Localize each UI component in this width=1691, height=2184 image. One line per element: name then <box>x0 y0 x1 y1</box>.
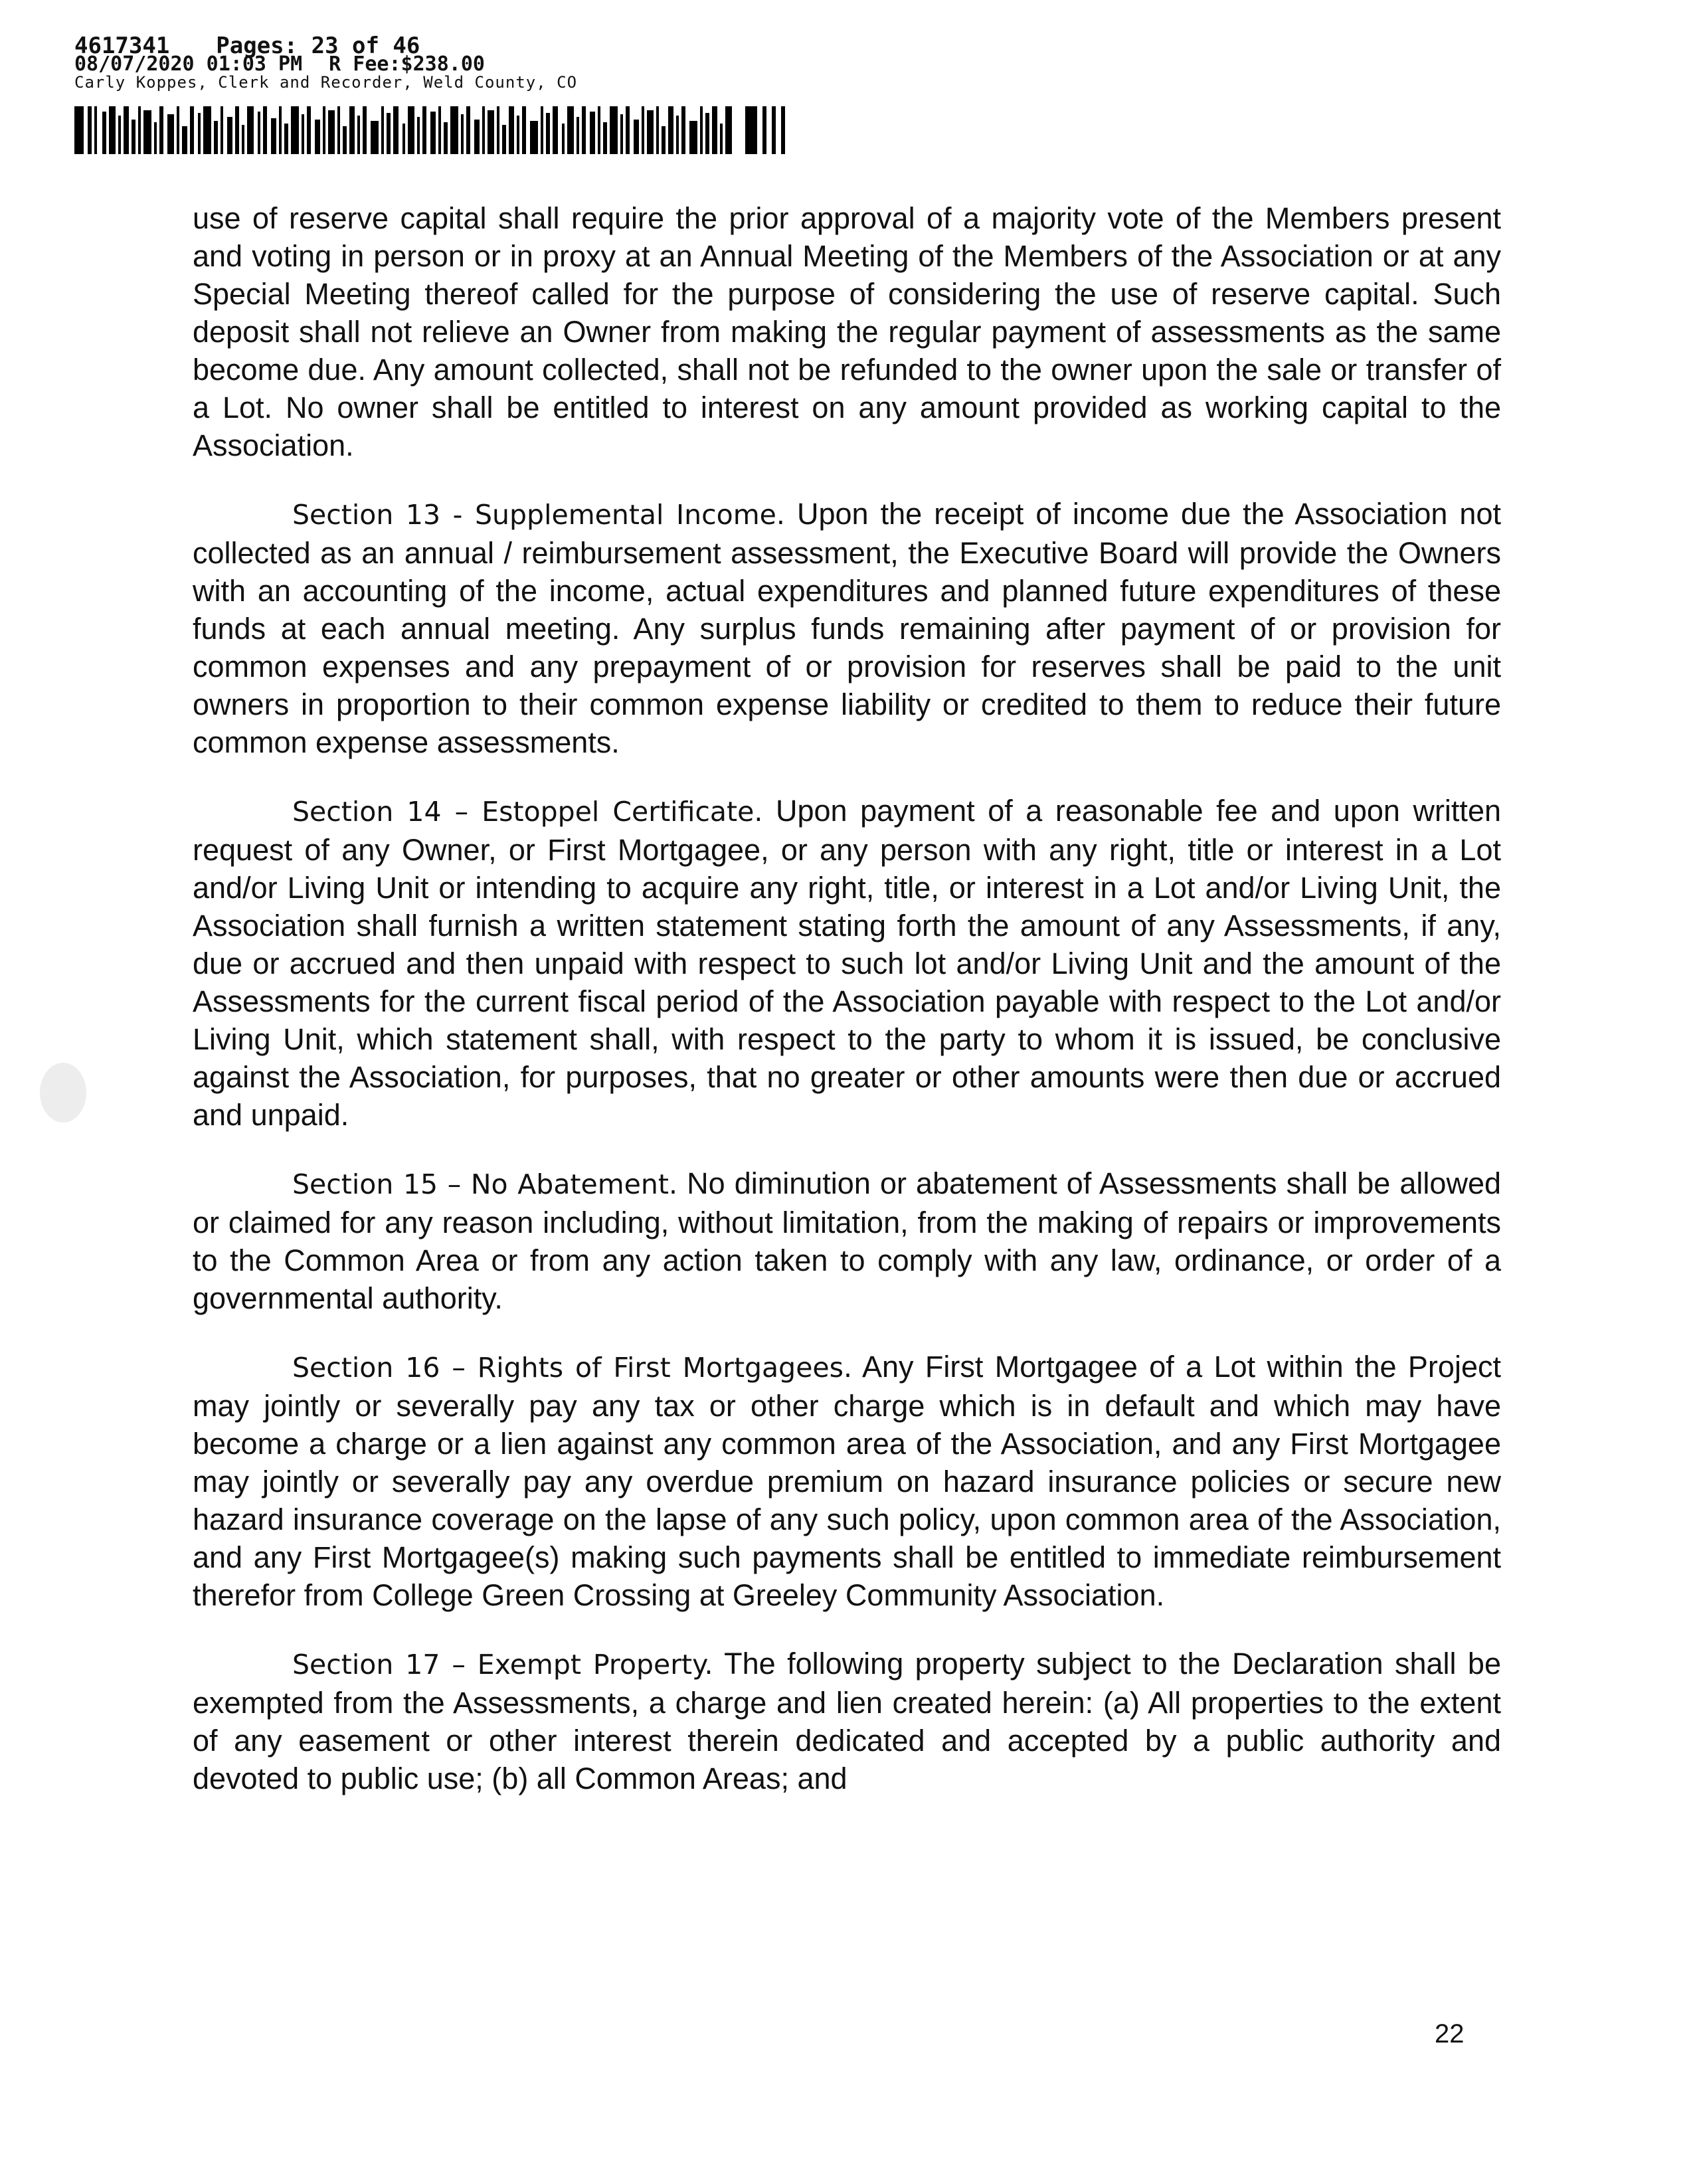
barcode-icon <box>74 106 788 154</box>
scan-artifact <box>40 1063 86 1123</box>
section-14-heading: Section 14 – Estoppel Certificate. <box>292 796 763 828</box>
recorder-line: Carly Koppes, Clerk and Recorder, Weld County, CO <box>74 73 578 92</box>
section-16 <box>193 1348 1501 1614</box>
section-13-text: Upon the receipt of income due the Association not collected as an annual / reimbursement assessment, the Executive Board will provide the Owners with an accounting of the income, actual expenditures and planned future expenditures of these funds at each annual meeting. Any surplus funds remaining after payment of or provision for common expenses and any prepayment of or provision for reserves shall be paid to the unit owners in proportion to their common expense liability or credited to them to reduce their future common expense assessments. <box>193 497 1501 759</box>
recording-stamp <box>74 35 871 154</box>
recorded-datetime: 08/07/2020 01:03 PM <box>74 52 303 76</box>
section-16-text: Any First Mortgagee of a Lot within the Project may jointly or severally pay any tax or other charge which is in default and which may have become a charge or a lien against any common area of the Association, and any First Mortgagee may jointly or severally pay any overdue premium on hazard insurance policies or secure new hazard insurance coverage on the lapse of any such policy, upon common area of the Association, and any First Mortgagee(s) making such payments shall be entitled to immediate reimbursement therefor from College Green Crossing at Greeley Community Association. <box>193 1350 1501 1612</box>
section-15-heading: Section 15 – No Abatement. <box>292 1168 678 1200</box>
section-15-text: No diminution or abatement of Assessments shall be allowed or claimed for any reason including, without limitation, from the making of repairs or improvements to the Common Area or from any action taken to comply with any law, ordinance, or order of a governmental authority. <box>193 1166 1502 1315</box>
pages-label: Pages: <box>216 33 298 59</box>
stamp-line-date-fee <box>74 54 871 74</box>
section-17 <box>193 1645 1501 1797</box>
stamp-line-reception <box>74 33 871 59</box>
section-14 <box>193 792 1501 1134</box>
reception-number: 4617341 <box>74 33 170 59</box>
page-number: 22 <box>1435 2019 1465 2048</box>
section-16-heading: Section 16 – Rights of First Mortgagees. <box>292 1352 853 1384</box>
paragraph-reserve-capital: use of reserve capital shall require the prior approval of a majority vote of the Members present and voting in person or in proxy at an Annual Meeting of the Members of the Association or at any Special Meeting thereof called for the purpose of considering the use of reserve capital. Such deposit shall not relieve an Owner from making the regular payment of assessments as the same become due. Any amount collected, shall not be refunded to the owner upon the sale or transfer of a Lot. No owner shall be entitled to interest on any amount provided as working capital to the Association. <box>193 201 1501 462</box>
pages-value: 23 of 46 <box>311 33 420 59</box>
section-13-heading: Section 13 - Supplemental Income. <box>292 499 785 531</box>
section-17-text: The following property subject to the Declaration shall be exempted from the Assessments, a charge and lien created herein: (a) All properties to the extent of any easement or other interest therein dedicated and accepted by a public authority and devoted to public use; (b) all Common Areas; and <box>193 1647 1501 1795</box>
fee-label: R Fee:$238.00 <box>329 52 485 76</box>
section-14-text: Upon payment of a reasonable fee and upon written request of any Owner, or First Mortgagee, or any person with any right, title or interest in a Lot and/or Living Unit or intending to acquire any right, title, or interest in a Lot and/or Living Unit, the Association shall furnish a written statement stating forth the amount of any Assessments, if any, due or accrued and then unpaid with respect to such lot and/or Living Unit and the amount of the Assessments for the current fiscal period of the Association payable with respect to the Lot and/or Living Unit, which statement shall, with respect to the party to whom it is issued, be conclusive against the Association, for purposes, that no greater or other amounts were then due or accrued and unpaid. <box>193 794 1501 1132</box>
section-17-heading: Section 17 – Exempt Property. <box>292 1649 713 1681</box>
document-body <box>193 199 1501 1797</box>
section-15 <box>193 1164 1501 1317</box>
section-13 <box>193 495 1501 761</box>
